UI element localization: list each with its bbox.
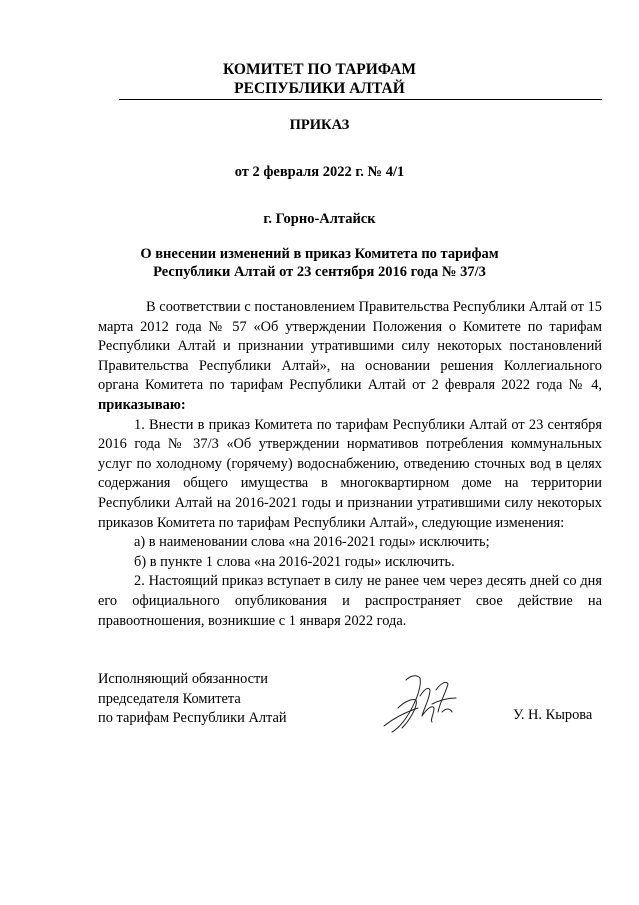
- position-line1: Исполняющий обязанности: [98, 671, 269, 687]
- handwritten-signature: [376, 668, 471, 738]
- document-title: ПРИКАЗ: [289, 117, 350, 133]
- order-word: приказываю:: [98, 396, 186, 413]
- item-1b-paragraph: б) в пункте 1 слова «на 2016-2021 годы» исключить.: [134, 553, 455, 570]
- header-divider: [119, 99, 602, 100]
- org-name-line1: КОМИТЕТ ПО ТАРИФАМ: [223, 61, 416, 78]
- preamble-paragraph: [98, 298, 602, 416]
- item-2-paragraph: 2. Настоящий приказ вступает в силу не ранее чем через десять дней со дня его официального опубликования и распространяет свое действие на правоотношения, возникшие с 1 января 2022 года.: [98, 573, 602, 629]
- city: г. Горно-Алтайск: [263, 211, 376, 227]
- signatory-position: [98, 670, 287, 729]
- subject-line2: Республики Алтай от 23 сентября 2016 года № 37/3: [153, 264, 486, 280]
- subject-line1: О внесении изменений в приказ Комитета по тарифам: [140, 246, 499, 262]
- signer-name: У. Н. Кырова: [513, 707, 593, 723]
- document-body: [98, 298, 602, 631]
- position-line2: председателя Комитета: [98, 690, 241, 707]
- preamble-text: В соответствии с постановлением Правительства Республики Алтай от 15 марта 2012 года № 57 «Об утверждении Положения о Комитете по тарифам Республики Алтай и признании утратившими силу некоторых постановлений Правительства Республики Алтай», на основании решения Коллегиального органа Комитета по тарифам Республики Алтай от 2 февраля 2022 года № 4,: [98, 299, 602, 394]
- item-1a-paragraph: а) в наименовании слова «на 2016-2021 годы» исключить;: [134, 534, 490, 551]
- org-name-line2: РЕСПУБЛИКИ АЛТАЙ: [234, 80, 405, 97]
- item-1-paragraph: 1. Внести в приказ Комитета по тарифам Республики Алтай от 23 сентября 2016 года № 37/3 «Об утверждении нормативов потребления коммунальных услуг по холодному (горячему) водоснабжению, отведению сточных вод в целях содержания общего имущества в многоквартирном доме на территории Республики Алтай на 2016-2021 годы и признании утратившими силу некоторых приказов Комитета по тарифам Республики Алтай», следующие изменения:: [98, 416, 602, 531]
- date-number: от 2 февраля 2022 г. № 4/1: [234, 164, 405, 180]
- position-line3: по тарифам Республики Алтай: [98, 710, 287, 726]
